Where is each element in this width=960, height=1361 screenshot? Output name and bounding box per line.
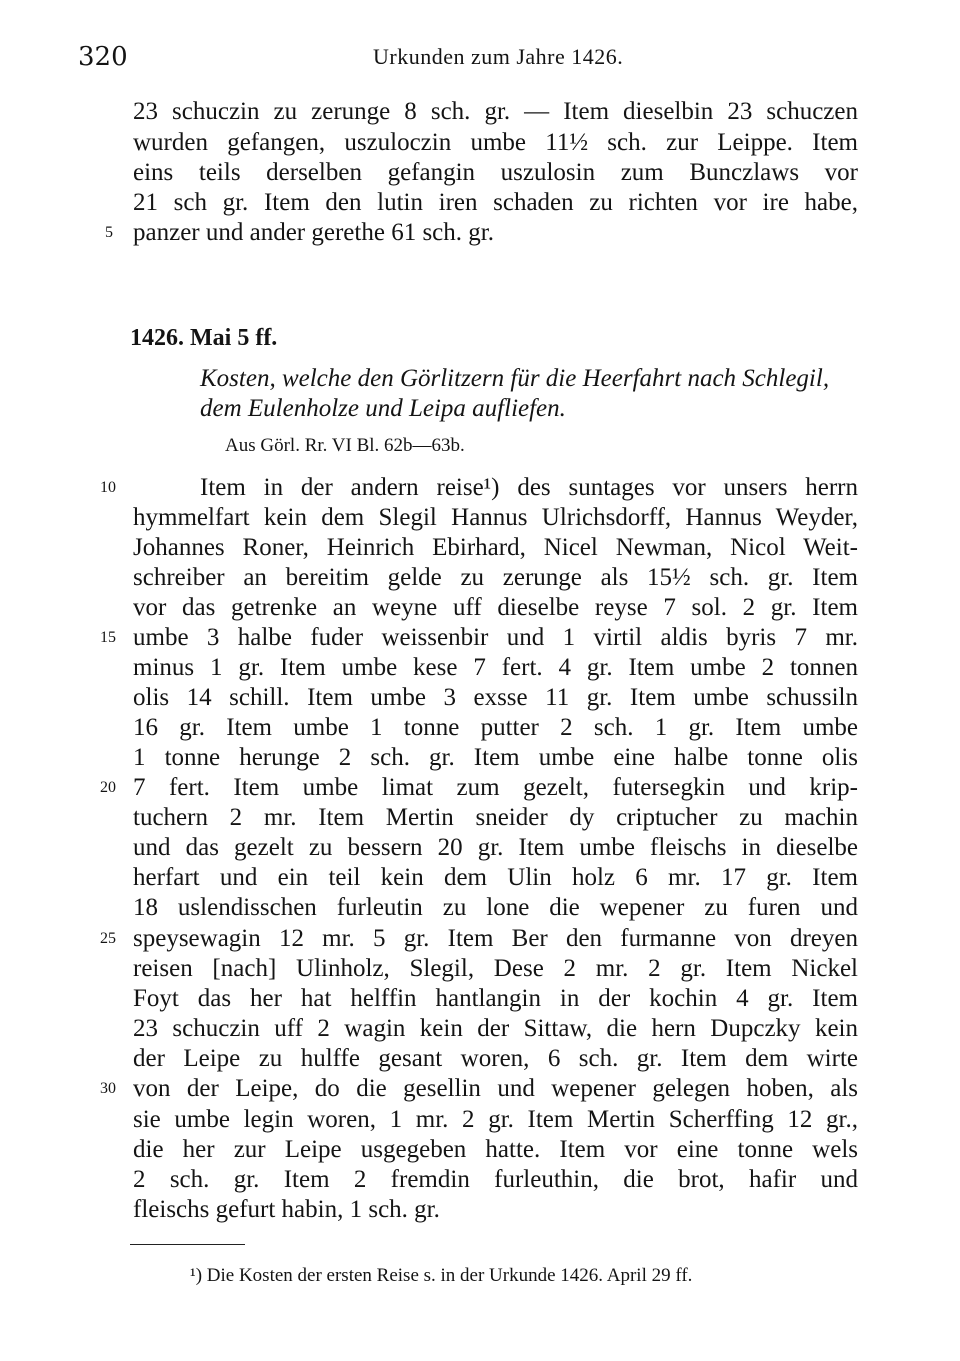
line-number: 30 (100, 1080, 116, 1097)
text-line: 7 fert. Item umbe limat zum gezelt, futersegkin und krip- (133, 774, 858, 801)
entry-title-line: Kosten, welche den Görlitzern für die Heerfahrt nach Schlegil, (200, 365, 830, 392)
text-line: hymmelfart kein dem Slegil Hannus Ulrichsdorff, Hannus Weyder, (133, 504, 858, 531)
text-line: tuchern 2 mr. Item Mertin sneider dy criptucher zu machin (133, 804, 858, 831)
line-number: 25 (100, 930, 116, 947)
line-number: 5 (105, 224, 113, 241)
footnote-rule (130, 1244, 245, 1245)
entry-title-line: dem Eulenholze und Leipa aufliefen. (200, 395, 566, 422)
text-line: minus 1 gr. Item umbe kese 7 fert. 4 gr. Item umbe 2 tonnen (133, 654, 858, 681)
text-line: sie umbe legin woren, 1 mr. 2 gr. Item Mertin Scherffing 12 gr., (133, 1106, 858, 1133)
text-line: 2 sch. gr. Item 2 fremdin furleuthin, die brot, hafir und (133, 1166, 858, 1193)
entry-date: 1426. Mai 5 ff. (130, 325, 278, 351)
text-line: Johannes Roner, Heinrich Ebirhard, Nicel Newman, Nicol Weit- (133, 534, 858, 561)
text-line: Foyt das her hat helffin hantlangin in der kochin 4 gr. Item (133, 985, 858, 1012)
source-reference: Aus Görl. Rr. VI Bl. 62b—63b. (225, 435, 465, 456)
text-line: 23 schuczin zu zerunge 8 sch. gr. — Item dieselbin 23 schuczen (133, 98, 858, 125)
text-line: 16 gr. Item umbe 1 tonne putter 2 sch. 1 gr. Item umbe (133, 714, 858, 741)
text-line: panzer und ander gerethe 61 sch. gr. (133, 219, 494, 246)
text-line: schreiber an bereitim gelde zu zerunge als 15½ sch. gr. Item (133, 564, 858, 591)
text-line: 21 sch gr. Item den lutin iren schaden zu richten vor ire habe, (133, 189, 858, 216)
text-line: eins teils derselben gefangin uszulosin zum Bunczlaws vor (133, 159, 858, 186)
text-line: vor das getrenke an weyne uff dieselbe reyse 7 sol. 2 gr. Item (133, 594, 858, 621)
text-line: herfart und ein teil kein dem Ulin holz 6 mr. 17 gr. Item (133, 864, 858, 891)
text-line: und das gezelt zu bessern 20 gr. Item umbe fleischs in dieselbe (133, 834, 858, 861)
text-line: die her zur Leipe usgegeben hatte. Item vor eine tonne wels (133, 1136, 858, 1163)
text-line: 23 schuczin uff 2 wagin kein der Sittaw, die hern Dupczky kein (133, 1015, 858, 1042)
line-number: 20 (100, 779, 116, 796)
line-number: 15 (100, 629, 116, 646)
footnote: ¹) Die Kosten der ersten Reise s. in der Urkunde 1426. April 29 ff. (190, 1265, 693, 1286)
text-line: 18 uslendisschen furleutin zu lone die wepener zu furen und (133, 894, 858, 921)
text-line: Item in der andern reise¹) des suntages vor unsers herrn (200, 474, 858, 501)
text-line: der Leipe zu hulffe gesant woren, 6 sch. gr. Item dem wirte (133, 1045, 858, 1072)
text-line: wurden gefangen, uszuloczin umbe 11½ sch. zur Leippe. Item (133, 129, 858, 156)
text-line: olis 14 schill. Item umbe 3 exsse 11 gr. Item umbe schussiln (133, 684, 858, 711)
running-head: Urkunden zum Jahre 1426. (373, 44, 624, 69)
text-line: 1 tonne herunge 2 sch. gr. Item umbe eine halbe tonne olis (133, 744, 858, 771)
text-line: reisen [nach] Ulinholz, Slegil, Dese 2 mr. 2 gr. Item Nickel (133, 955, 858, 982)
text-line: fleischs gefurt habin, 1 sch. gr. (133, 1196, 440, 1223)
line-number: 10 (100, 479, 116, 496)
page-number: 320 (78, 42, 128, 72)
text-line: speysewagin 12 mr. 5 gr. Item Ber den furmanne von dreyen (133, 925, 858, 952)
text-line: umbe 3 halbe fuder weissenbir und 1 virtil aldis byris 7 mr. (133, 624, 858, 651)
text-line: von der Leipe, do die gesellin und wepener gelegen hoben, als (133, 1075, 858, 1102)
